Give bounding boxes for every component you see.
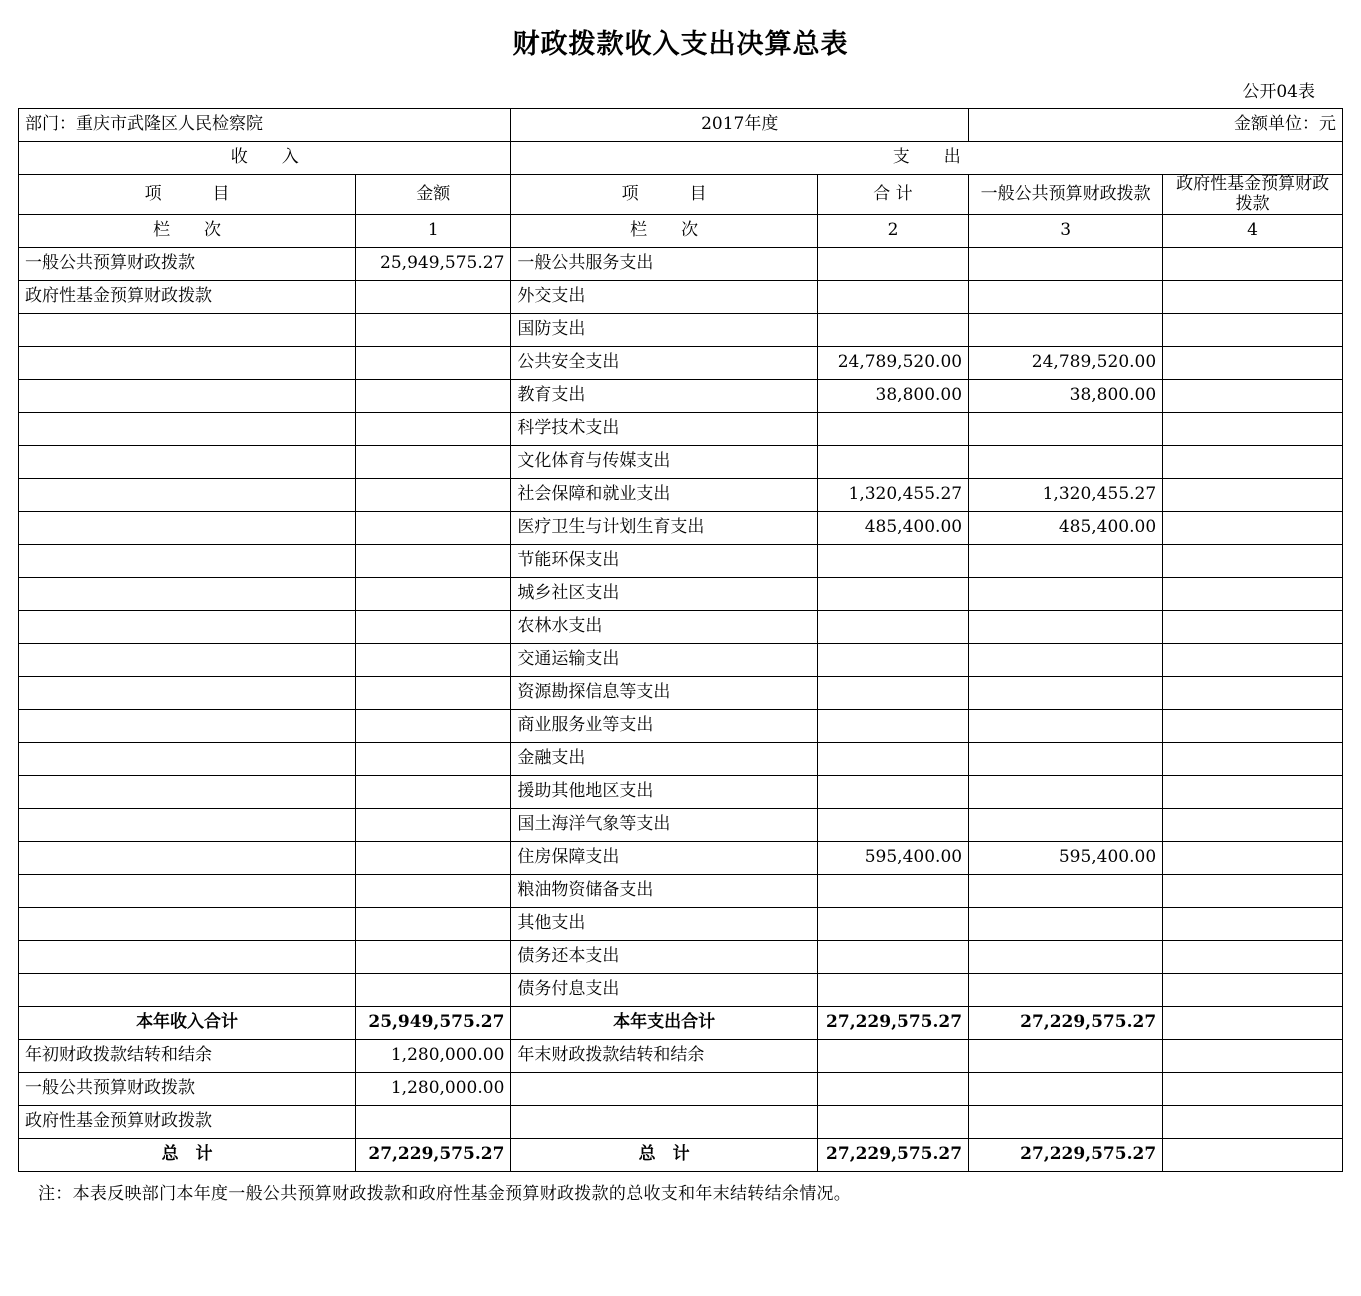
income-item-cell: 本年收入合计 (19, 1007, 356, 1040)
income-item-cell: 政府性基金预算财政拨款 (19, 1106, 356, 1139)
expense-general-cell (969, 941, 1163, 974)
expense-total-cell: 595,400.00 (817, 842, 968, 875)
expense-general-cell (969, 677, 1163, 710)
expense-general-cell (969, 248, 1163, 281)
table-row (19, 842, 1343, 875)
income-item-cell (19, 611, 356, 644)
income-item-cell (19, 776, 356, 809)
expense-fund-cell (1163, 1073, 1343, 1106)
income-item-cell (19, 710, 356, 743)
income-item-cell (19, 974, 356, 1007)
income-amount-cell (356, 281, 511, 314)
expense-item-cell (511, 1106, 817, 1139)
table-row (19, 248, 1343, 281)
income-amount-cell (356, 677, 511, 710)
expense-total-cell: 24,789,520.00 (817, 347, 968, 380)
expense-fund-cell (1163, 875, 1343, 908)
sheet-code: 公开04表 (1242, 82, 1315, 102)
income-amount-cell (356, 545, 511, 578)
table-row (19, 578, 1343, 611)
income-column-label: 栏 次 (19, 215, 356, 248)
expense-general-cell (969, 875, 1163, 908)
income-amount-cell (356, 875, 511, 908)
expense-item-cell: 粮油物资储备支出 (511, 875, 817, 908)
column-number-1: 1 (356, 215, 511, 248)
expense-general-cell: 38,800.00 (969, 380, 1163, 413)
income-item-cell (19, 545, 356, 578)
expense-total-cell (817, 1040, 968, 1073)
income-group-header: 收 入 (19, 142, 511, 175)
expense-fund-cell (1163, 446, 1343, 479)
expense-item-cell: 其他支出 (511, 908, 817, 941)
table-row (19, 1106, 1343, 1139)
expense-fund-cell (1163, 941, 1343, 974)
table-row (19, 908, 1343, 941)
expense-fund-cell (1163, 809, 1343, 842)
expense-general-cell (969, 578, 1163, 611)
table-row (19, 611, 1343, 644)
expense-fund-cell (1163, 248, 1343, 281)
table-row (19, 1139, 1343, 1172)
income-item-cell: 一般公共预算财政拨款 (19, 1073, 356, 1106)
expense-total-cell (817, 248, 968, 281)
table-row (19, 446, 1343, 479)
expense-total-cell: 27,229,575.27 (817, 1007, 968, 1040)
table-body (19, 248, 1343, 1007)
income-item-cell: 总 计 (19, 1139, 356, 1172)
income-amount-cell: 25,949,575.27 (356, 1007, 511, 1040)
expense-item-cell (511, 1073, 817, 1106)
expense-general-cell (969, 1073, 1163, 1106)
expense-total-cell (817, 611, 968, 644)
income-amount-cell (356, 578, 511, 611)
income-item-cell (19, 743, 356, 776)
income-amount-cell (356, 974, 511, 1007)
income-amount-cell (356, 809, 511, 842)
expense-general-cell (969, 809, 1163, 842)
expense-total-cell (817, 908, 968, 941)
income-item-cell (19, 380, 356, 413)
income-amount-cell (356, 776, 511, 809)
expense-fund-cell (1163, 413, 1343, 446)
expense-total-cell (817, 644, 968, 677)
table-row (19, 875, 1343, 908)
expense-total-cell (817, 743, 968, 776)
expense-item-cell: 债务付息支出 (511, 974, 817, 1007)
expense-fund-cell (1163, 512, 1343, 545)
income-amount-cell (356, 347, 511, 380)
income-item-cell (19, 875, 356, 908)
expense-item-cell: 城乡社区支出 (511, 578, 817, 611)
income-amount-cell (356, 380, 511, 413)
expense-general-cell (969, 446, 1163, 479)
income-item-cell (19, 413, 356, 446)
table-row (19, 1007, 1343, 1040)
column-number-4: 4 (1163, 215, 1343, 248)
expense-total-cell (817, 974, 968, 1007)
table-row (19, 776, 1343, 809)
page-title: 财政拨款收入支出决算总表 (512, 29, 849, 60)
expense-item-cell: 本年支出合计 (511, 1007, 817, 1040)
expense-fund-cell (1163, 545, 1343, 578)
expense-general-cell: 485,400.00 (969, 512, 1163, 545)
expense-item-header: 项 目 (511, 175, 817, 215)
table-row (19, 809, 1343, 842)
expense-total-cell (817, 941, 968, 974)
expense-general-cell: 27,229,575.27 (969, 1139, 1163, 1172)
expense-item-cell: 交通运输支出 (511, 644, 817, 677)
expense-general-cell: 595,400.00 (969, 842, 1163, 875)
expense-item-cell: 公共安全支出 (511, 347, 817, 380)
expense-general-cell (969, 644, 1163, 677)
expense-total-cell: 27,229,575.27 (817, 1139, 968, 1172)
table-row (19, 677, 1343, 710)
expense-item-cell: 农林水支出 (511, 611, 817, 644)
expense-total-cell (817, 281, 968, 314)
expense-general-cell (969, 1106, 1163, 1139)
income-item-cell (19, 941, 356, 974)
expense-total-cell (817, 446, 968, 479)
expense-general-cell: 1,320,455.27 (969, 479, 1163, 512)
expense-fund-cell (1163, 1139, 1343, 1172)
expense-fund-cell (1163, 842, 1343, 875)
income-amount-cell (356, 842, 511, 875)
income-amount-cell (356, 743, 511, 776)
expense-general-cell (969, 281, 1163, 314)
table-row (19, 479, 1343, 512)
expense-general-cell (969, 413, 1163, 446)
expense-item-cell: 社会保障和就业支出 (511, 479, 817, 512)
budget-table (18, 108, 1343, 1172)
expense-fund-cell (1163, 677, 1343, 710)
expense-fund-cell (1163, 644, 1343, 677)
income-amount-cell (356, 644, 511, 677)
income-amount-cell (356, 908, 511, 941)
expense-fund-header: 政府性基金预算财政拨款 (1163, 175, 1343, 215)
income-item-cell (19, 314, 356, 347)
income-item-cell (19, 446, 356, 479)
expense-fund-cell (1163, 974, 1343, 1007)
expense-column-label: 栏 次 (511, 215, 817, 248)
expense-item-cell: 教育支出 (511, 380, 817, 413)
expense-total-cell (817, 1106, 968, 1139)
income-amount-cell (356, 446, 511, 479)
table-row (19, 413, 1343, 446)
table-row (19, 281, 1343, 314)
expense-general-cell (969, 1040, 1163, 1073)
expense-item-cell: 一般公共服务支出 (511, 248, 817, 281)
expense-fund-cell (1163, 281, 1343, 314)
income-amount-cell: 27,229,575.27 (356, 1139, 511, 1172)
table-column-number-row (19, 215, 1343, 248)
expense-fund-cell (1163, 380, 1343, 413)
income-item-cell (19, 347, 356, 380)
department-cell: 部门：重庆市武隆区人民检察院 (19, 109, 511, 142)
income-amount-cell (356, 314, 511, 347)
table-row (19, 743, 1343, 776)
table-summary (19, 1007, 1343, 1172)
expense-fund-cell (1163, 578, 1343, 611)
expense-item-cell: 商业服务业等支出 (511, 710, 817, 743)
expense-fund-cell (1163, 743, 1343, 776)
table-row (19, 380, 1343, 413)
column-number-2: 2 (817, 215, 968, 248)
table-row (19, 512, 1343, 545)
expense-general-cell: 24,789,520.00 (969, 347, 1163, 380)
expense-fund-cell (1163, 1040, 1343, 1073)
income-item-cell (19, 677, 356, 710)
expense-total-cell: 38,800.00 (817, 380, 968, 413)
expense-total-cell (817, 776, 968, 809)
expense-item-cell: 文化体育与传媒支出 (511, 446, 817, 479)
expense-general-cell (969, 611, 1163, 644)
income-item-cell: 年初财政拨款结转和结余 (19, 1040, 356, 1073)
expense-item-cell: 节能环保支出 (511, 545, 817, 578)
column-number-3: 3 (969, 215, 1163, 248)
table-row (19, 1040, 1343, 1073)
expense-item-cell: 国土海洋气象等支出 (511, 809, 817, 842)
table-row (19, 347, 1343, 380)
expense-fund-cell (1163, 1106, 1343, 1139)
income-item-cell (19, 809, 356, 842)
expense-item-cell: 金融支出 (511, 743, 817, 776)
income-amount-cell: 1,280,000.00 (356, 1073, 511, 1106)
table-column-header-row (19, 175, 1343, 215)
table-row (19, 545, 1343, 578)
expense-group-header: 支 出 (511, 142, 1343, 175)
table-row (19, 1073, 1343, 1106)
unit-cell: 金额单位：元 (969, 109, 1343, 142)
income-amount-cell (356, 1106, 511, 1139)
expense-total-cell: 485,400.00 (817, 512, 968, 545)
expense-item-cell: 总 计 (511, 1139, 817, 1172)
expense-general-cell (969, 776, 1163, 809)
expense-fund-cell (1163, 347, 1343, 380)
income-amount-cell (356, 479, 511, 512)
income-amount-cell (356, 941, 511, 974)
expense-general-cell (969, 908, 1163, 941)
expense-total-cell: 1,320,455.27 (817, 479, 968, 512)
income-item-cell (19, 644, 356, 677)
expense-total-header: 合 计 (817, 175, 968, 215)
table-row (19, 710, 1343, 743)
expense-general-cell: 27,229,575.27 (969, 1007, 1163, 1040)
expense-total-cell (817, 545, 968, 578)
table-note: 注：本表反映部门本年度一般公共预算财政拨款和政府性基金预算财政拨款的总收支和年末结转结余情况。 (38, 1184, 852, 1205)
income-amount-cell (356, 413, 511, 446)
expense-fund-cell (1163, 710, 1343, 743)
income-amount-cell (356, 512, 511, 545)
expense-total-cell (817, 314, 968, 347)
year-cell: 2017年度 (511, 109, 969, 142)
expense-general-cell (969, 743, 1163, 776)
income-item-cell (19, 842, 356, 875)
expense-general-cell (969, 710, 1163, 743)
income-item-cell (19, 578, 356, 611)
income-item-cell (19, 908, 356, 941)
expense-general-header: 一般公共预算财政拨款 (969, 175, 1163, 215)
income-item-header: 项 目 (19, 175, 356, 215)
table-meta-row (19, 109, 1343, 142)
expense-fund-cell (1163, 314, 1343, 347)
expense-general-cell (969, 974, 1163, 1007)
expense-general-cell (969, 545, 1163, 578)
income-item-cell: 一般公共预算财政拨款 (19, 248, 356, 281)
expense-total-cell (817, 875, 968, 908)
table-row (19, 941, 1343, 974)
expense-item-cell: 国防支出 (511, 314, 817, 347)
expense-fund-cell (1163, 1007, 1343, 1040)
expense-total-cell (817, 413, 968, 446)
income-amount-cell: 25,949,575.27 (356, 248, 511, 281)
expense-item-cell: 医疗卫生与计划生育支出 (511, 512, 817, 545)
expense-fund-cell (1163, 479, 1343, 512)
expense-total-cell (817, 677, 968, 710)
table-row (19, 974, 1343, 1007)
expense-total-cell (817, 710, 968, 743)
expense-item-cell: 外交支出 (511, 281, 817, 314)
income-amount-cell (356, 710, 511, 743)
income-item-cell (19, 512, 356, 545)
income-amount-cell (356, 611, 511, 644)
income-amount-cell: 1,280,000.00 (356, 1040, 511, 1073)
income-amount-header: 金额 (356, 175, 511, 215)
income-item-cell (19, 479, 356, 512)
expense-total-cell (817, 809, 968, 842)
table-row (19, 314, 1343, 347)
expense-fund-cell (1163, 776, 1343, 809)
expense-general-cell (969, 314, 1163, 347)
table-row (19, 644, 1343, 677)
expense-item-cell: 援助其他地区支出 (511, 776, 817, 809)
expense-item-cell: 债务还本支出 (511, 941, 817, 974)
expense-fund-cell (1163, 611, 1343, 644)
income-item-cell: 政府性基金预算财政拨款 (19, 281, 356, 314)
expense-fund-cell (1163, 908, 1343, 941)
expense-item-cell: 科学技术支出 (511, 413, 817, 446)
expense-item-cell: 资源勘探信息等支出 (511, 677, 817, 710)
expense-total-cell (817, 578, 968, 611)
expense-item-cell: 年末财政拨款结转和结余 (511, 1040, 817, 1073)
expense-total-cell (817, 1073, 968, 1106)
expense-item-cell: 住房保障支出 (511, 842, 817, 875)
table-group-header-row (19, 142, 1343, 175)
